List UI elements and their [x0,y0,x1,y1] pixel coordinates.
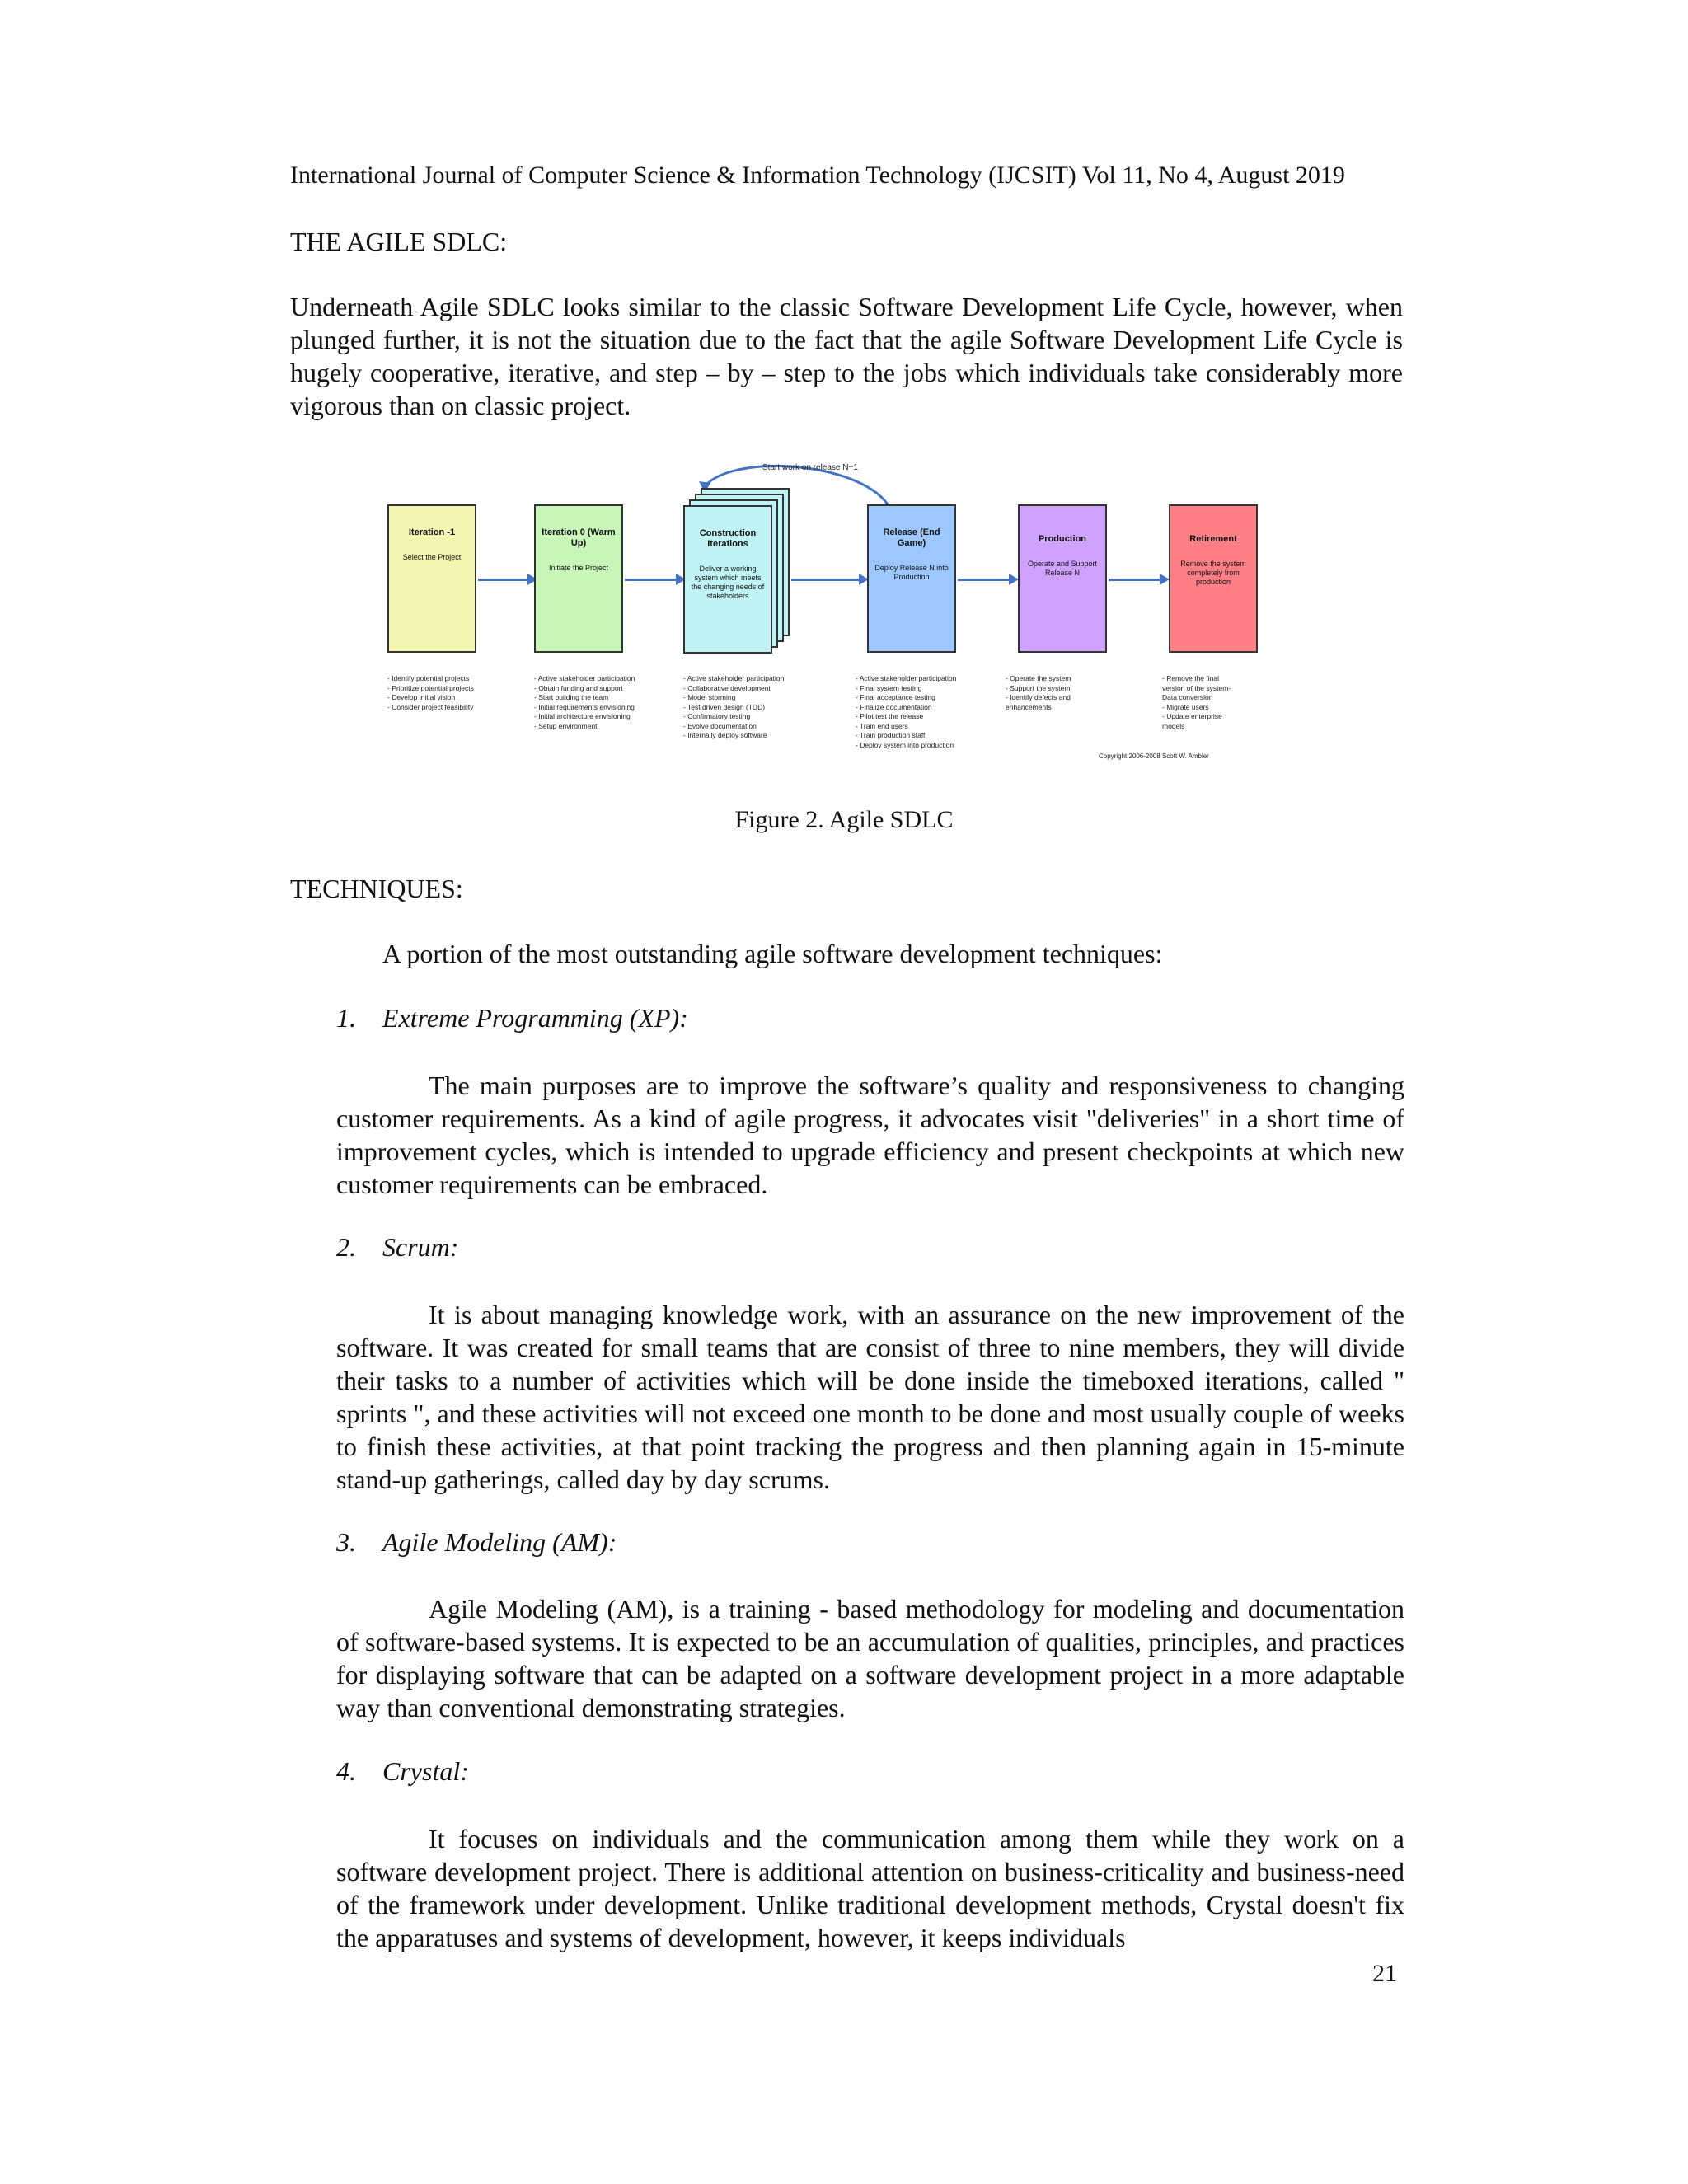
phase-box-iteration-0 [534,504,623,653]
activity-item: - Active stakeholder participation [683,674,785,682]
item-title-text: Extreme Programming (XP): [382,1003,688,1033]
activity-item: - Update enterprise [1162,712,1222,720]
arrow-2-3 [791,579,860,581]
activity-list-iteration-minus-1 [387,674,474,712]
techniques-intro: A portion of the most outstanding agile software development techniques: [382,939,1163,968]
activity-item: - Active stakeholder participation [534,674,635,682]
phase-box-production [1018,504,1107,653]
activity-item: - Prioritize potential projects [387,683,474,692]
loop-label: Start work on release N+1 [762,463,858,472]
item-text-scrum: It is about managing knowledge work, with an assurance on the new improvement of the software. It was created for small teams that are consist of three to nine members, they will divide their tasks to a number of activities which will be done inside the timeboxed iterations, called " sprints ", and these activities will not exceed one month to be done and most usually couple of weeks to finish these activities, at that point tracking the progress and then planning again in 15-minute stand-up gatherings, called day by day scrums. [336,1300,1404,1494]
activity-list-retirement [1162,674,1231,731]
phase-title: Iteration -1 [408,527,456,537]
item-number: 4. [336,1756,356,1786]
activity-item: models [1162,721,1185,730]
item-text-xp: The main purposes are to improve the software’s quality and responsiveness to changing customer requirements. As a kind of agile progress, it advocates visit "deliveries" in a short time of improvement cycles, which is intended to upgrade efficiency and present checkpoints at which new customer requirements can be embraced. [336,1071,1404,1199]
item-title-crystal [336,1756,469,1787]
activity-item: enhancements [1006,702,1052,711]
activity-list-release [856,674,956,750]
activity-item: - Identify potential projects [387,674,470,682]
phase-title: Iteration 0 (Warm Up) [542,527,616,548]
item-title-text: Scrum: [382,1232,459,1262]
activity-item: - Operate the system [1006,674,1071,682]
activity-item: - Identify defects and [1006,693,1071,701]
activity-item: version of the system- [1162,683,1231,692]
item-number: 3. [336,1527,356,1557]
activity-item: - Active stakeholder participation [856,674,957,682]
activity-item: - Consider project feasibility [387,702,474,711]
activity-list-production [1006,674,1071,712]
page-number: 21 [1372,1960,1397,1987]
phase-title: Construction Iterations [699,528,757,549]
activity-item: - Initial architecture envisioning [534,712,631,720]
techniques-heading-text: TECHNIQUES: [290,874,463,903]
item-number: 2. [336,1232,356,1262]
phase-title: Release (End Game) [883,527,940,548]
running-head: International Journal of Computer Science & Information Technology (IJCSIT) Vol 11, No 4, August 2019 [290,162,1345,189]
item-number: 1. [336,1003,356,1033]
activity-item: - Remove the final [1162,674,1219,682]
figure-copyright: Copyright 2006-2008 Scott W. Ambler [1099,752,1209,760]
phase-title: Retirement [1189,534,1237,544]
figure-caption: Figure 2. Agile SDLC [734,806,954,833]
activity-item: - Support the system [1006,683,1071,692]
activity-item: - Migrate users [1162,702,1209,711]
item-title-text: Agile Modeling (AM): [382,1527,617,1557]
activity-list-iteration-0 [534,674,635,731]
section-heading-agile-sdlc: THE AGILE SDLC: [290,227,508,256]
item-title-text: Crystal: [382,1756,469,1786]
activity-item: - Test driven design (TDD) [683,702,766,711]
phase-desc: Deliver a working system which meets the changing needs of stakeholders [691,565,765,600]
arrow-4-5 [1109,579,1161,581]
activity-item: Data conversion [1162,693,1213,701]
item-title-agile-modeling [336,1527,617,1558]
phase-desc: Deploy Release N into Production [874,564,949,581]
item-text-agile-modeling: Agile Modeling (AM), is a training - based methodology for modeling and documentation of software-based systems. It is expected to be an accumulation of qualities, principles, and practices for displaying software that can be adapted on a software development project in a more adaptable way than conventional demonstrating strategies. [336,1594,1404,1722]
phase-box-release [867,504,956,653]
phase-desc: Select the Project [402,553,462,561]
activity-list-construction [683,674,784,741]
activity-item: - Obtain funding and support [534,683,623,692]
activity-item: - Model storming [683,693,736,701]
activity-item: - Start building the team [534,693,609,701]
agile-sdlc-figure [379,453,1269,771]
phase-box-construction [683,505,772,654]
activity-item: - Confirmatory testing [683,712,751,720]
arrow-3-4 [958,579,1010,581]
activity-item: - Internally deploy software [683,731,767,739]
activity-item: - Develop initial vision [387,693,456,701]
phase-box-iteration-minus-1 [387,504,476,653]
activity-item: - Final acceptance testing [856,693,935,701]
activity-item: - Deploy system into production [856,740,954,749]
activity-item: - Collaborative development [683,683,771,692]
phase-desc: Operate and Support Release N [1027,560,1098,577]
intro-paragraph: Underneath Agile SDLC looks similar to the classic Software Development Life Cycle, however, when plunged further, it is not the situation due to the fact that the agile Software Development Life Cycle is hugely cooperative, iterative, and step – by – step to the jobs which individuals take considerably more vigorous than on classic project. [290,292,1403,420]
loop-arrow [379,453,1269,511]
activity-item: - Initial requirements envisioning [534,702,635,711]
activity-item: - Pilot test the release [856,712,924,720]
item-title-xp [336,1003,688,1033]
item-text-crystal: It focuses on individuals and the communication among them while they work on a software development project. There is additional attention on business-criticality and business-need of the framework under development. Unlike traditional development methods, Crystal doesn't fix the apparatuses and systems of development, however, it keeps individuals [336,1824,1404,1952]
activity-item: - Train production staff [856,731,926,739]
phase-desc: Remove the system completely from production [1180,560,1246,586]
phase-box-retirement [1169,504,1258,653]
activity-item: - Setup environment [534,721,598,730]
item-title-scrum [336,1232,458,1263]
phase-title: Production [1038,534,1087,544]
section-heading-techniques [290,874,463,904]
activity-item: - Final system testing [856,683,922,692]
arrow-1-2 [625,579,678,581]
arrow-0-1 [478,579,529,581]
activity-item: - Train end users [856,721,908,730]
activity-item: - Finalize documentation [856,702,932,711]
activity-item: - Evolve documentation [683,721,757,730]
phase-desc: Initiate the Project [548,564,609,572]
